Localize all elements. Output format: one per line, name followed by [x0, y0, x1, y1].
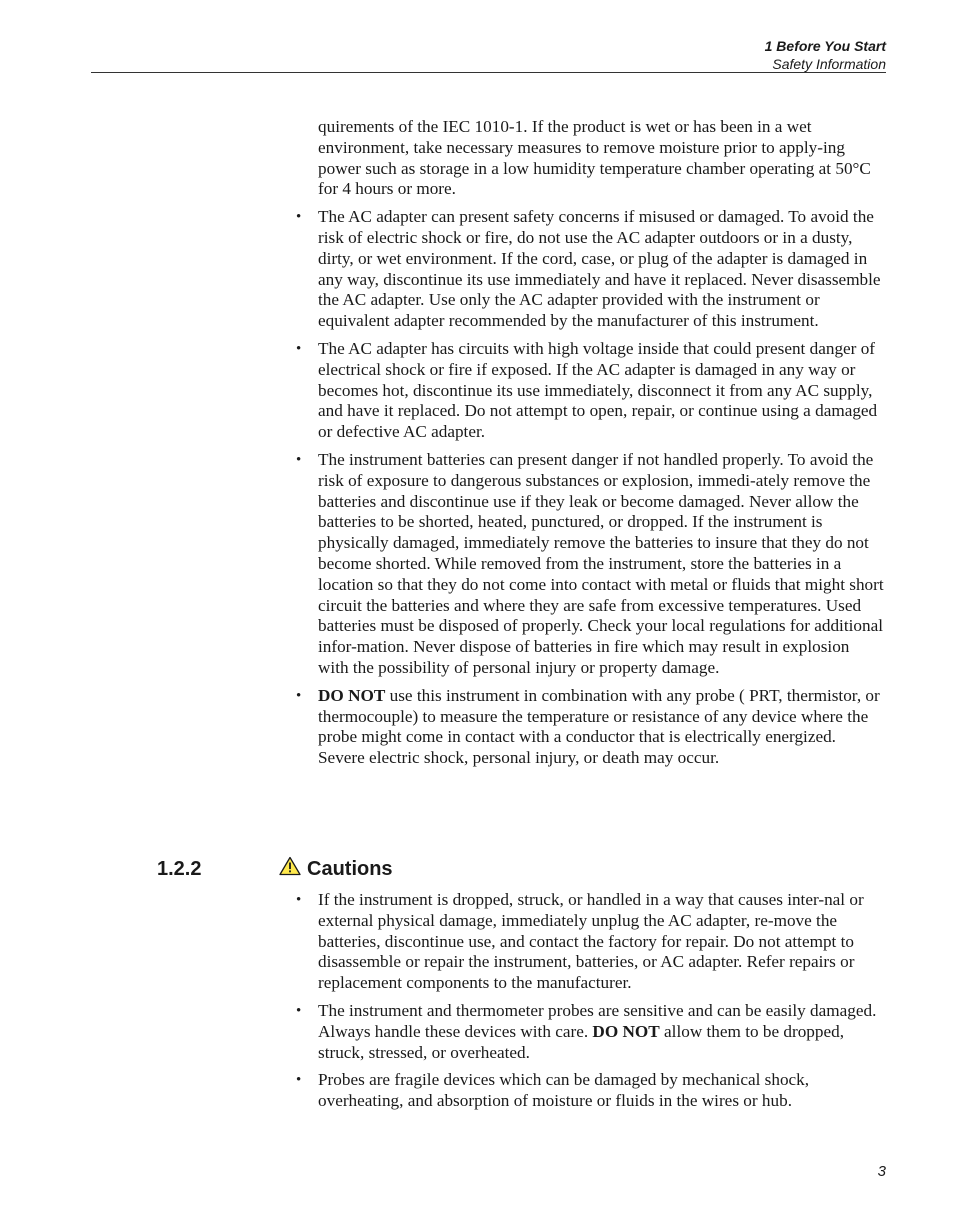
- section-title: Cautions: [307, 858, 393, 880]
- section-number: 1.2.2: [157, 858, 202, 880]
- header-section: Safety Information: [772, 56, 886, 72]
- warnings-block: [296, 117, 884, 769]
- bullet-icon: •: [296, 687, 302, 704]
- section-title-wrap: [279, 856, 393, 882]
- warning-text: use this instrument in combination with any probe ( PRT, thermistor, or thermocouple) to measure the temperature or resistance of any device where the probe might come in contact with a conductor that is electrically energized. Severe electric shock, personal injury, or death may occur.: [318, 685, 880, 768]
- cautions-block: [296, 890, 884, 1112]
- bullet-icon: •: [296, 1002, 302, 1019]
- caution-text: Probes are fragile devices which can be damaged by mechanical shock, overheating, and absorption of moisture or fluids in the wires or hub.: [318, 1070, 810, 1111]
- warning-text: The AC adapter can present safety concerns if misused or damaged. To avoid the risk of electric shock or fire, do not use the AC adapter outdoors or in a dusty, dirty, or wet environment. If the cord, case, or plug of the adapter is damaged in any way, discontinue its use immediately and have it replaced. Never disassemble the AC adapter. Use only the AC adapter provided with the instrument or equivalent adapter recommended by the manufacturer of this instrument.: [318, 207, 881, 331]
- caution-text: allow them to be dropped, struck, stressed, or overheated.: [318, 1021, 844, 1062]
- header-rule: [91, 72, 886, 73]
- running-header: [765, 37, 886, 73]
- bullet-icon: •: [296, 340, 302, 357]
- list-item: [296, 1000, 884, 1063]
- do-not-emphasis: DO NOT: [318, 685, 386, 705]
- bullet-icon: •: [296, 451, 302, 468]
- list-item: [296, 890, 884, 994]
- do-not-emphasis: DO NOT: [592, 1021, 660, 1041]
- warning-triangle-icon: [279, 856, 301, 876]
- page-number: 3: [877, 1163, 886, 1180]
- warnings-list: [296, 207, 884, 769]
- bullet-icon: •: [296, 892, 302, 908]
- header-chapter: 1 Before You Start: [764, 38, 886, 54]
- list-item: [296, 449, 884, 679]
- caution-text: If the instrument is dropped, struck, or handled in a way that causes inter-nal or external physical damage, immediately unplug the AC adapter, re-move the batteries, discontinue use, and contact the factory for repair. Do not attempt to disassemble or repair the instrument, batteries, or AC adapter. Refer repairs or replacement components to the manufacturer.: [318, 890, 864, 993]
- warning-text: The instrument batteries can present danger if not handled properly. To avoid the risk of exposure to dangerous substances or explosion, immedi-ately remove the batteries and discontinue use if they leak or become damaged. Never allow the batteries to be shorted, heated, punctured, or dropped. If the instrument is physically damaged, immediately remove the batteries to insure that they do not become shorted. While removed from the instrument, store the batteries in a location so that they do not come into contact with metal or fluids that might short circuit the batteries and where they are safe from excessive temperatures. Used batteries must be disposed of properly. Check your local regulations for additional infor-mation. Never dispose of batteries in fire which may result in explosion with the possibility of personal injury or property damage.: [318, 449, 884, 677]
- list-item: [296, 1070, 884, 1112]
- bullet-icon: •: [296, 209, 302, 226]
- list-item: [296, 685, 884, 769]
- list-item: [296, 207, 884, 332]
- intro-paragraph: quirements of the IEC 1010-1. If the product is wet or has been in a wet environment, take necessary measures to remove moisture prior to apply-ing power such as storage in a low humidity temperature chamber operating at 50°C for 4 hours or more.: [318, 117, 871, 199]
- warning-text: The AC adapter has circuits with high voltage inside that could present danger of electrical shock or fire if exposed. If the AC adapter is damaged in any way or becomes hot, discontinue its use immediately, disconnect it from any AC supply, and have it replaced. Do not attempt to open, repair, or continue using a damaged or defective AC adapter.: [318, 338, 878, 442]
- bullet-icon: •: [296, 1072, 302, 1089]
- cautions-list: [296, 890, 884, 1112]
- list-item: [296, 338, 884, 443]
- caution-text: The instrument and thermometer probes are sensitive and can be easily damaged. Always handle these devices with care.: [318, 1000, 877, 1041]
